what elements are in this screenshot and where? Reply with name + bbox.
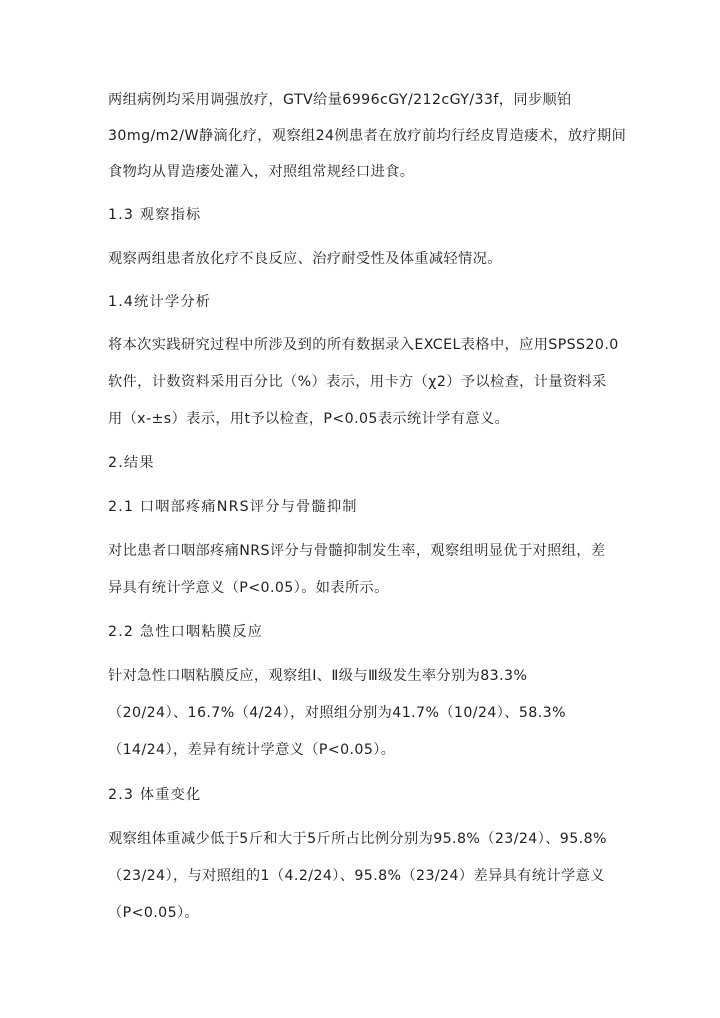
paragraph-line: 将本次实践研究过程中所涉及到的所有数据录入EXCEL表格中，应用SPSS20.0 [108, 337, 619, 353]
paragraph-line: （23/24），与对照组的1（4.2/24）、95.8%（23/24）差异具有统计学意义 [108, 868, 605, 884]
section-heading: 2.2 急性口咽粘膜反应 [108, 624, 263, 640]
section-heading: 2.1 口咽部疼痛NRS评分与骨髓抑制 [108, 499, 358, 515]
paragraph-line: （14/24），差异有统计学意义（P<0.05）。 [108, 742, 396, 758]
section-heading: 1.4统计学分析 [108, 294, 212, 310]
paragraph-line: 30mg/m2/W静滴化疗，观察组24例患者在放疗前均行经皮胃造瘘术，放疗期间 [108, 128, 627, 144]
section-heading: 2.3 体重变化 [108, 787, 202, 803]
section-heading: 2.结果 [108, 455, 155, 471]
paragraph-line: （P<0.05）。 [108, 905, 200, 921]
paragraph-line: 观察两组患者放化疗不良反应、治疗耐受性及体重减轻情况。 [108, 251, 502, 267]
paragraph-line: 对比患者口咽部疼痛NRS评分与骨髓抑制发生率，观察组明显优于对照组，差 [108, 543, 606, 559]
paragraph-line: 针对急性口咽粘膜反应，观察组Ⅰ、Ⅱ级与Ⅲ级发生率分别为83.3% [108, 668, 528, 684]
paragraph-line: 软件，计数资料采用百分比（%）表示，用卡方（χ2）予以检查，计量资料采 [108, 374, 607, 390]
paragraph-line: 食物均从胃造瘘处灌入，对照组常规经口进食。 [108, 164, 415, 180]
paragraph-line: 观察组体重减少低于5斤和大于5斤所占比例分别为95.8%（23/24）、95.8% [108, 831, 607, 847]
paragraph-line: （20/24）、16.7%（4/24），对照组分别为41.7%（10/24）、58.3% [108, 705, 566, 721]
section-heading: 1.3 观察指标 [108, 207, 202, 223]
paragraph-line: 两组病例均采用调强放疗，GTV给量6996cGY/212cGY/33f，同步顺铂 [108, 92, 572, 108]
paragraph-line: 用（x-±s）表示，用t予以检查，P<0.05表示统计学有意义。 [108, 411, 510, 427]
paragraph-line: 异具有统计学意义（P<0.05）。如表所示。 [108, 580, 389, 596]
